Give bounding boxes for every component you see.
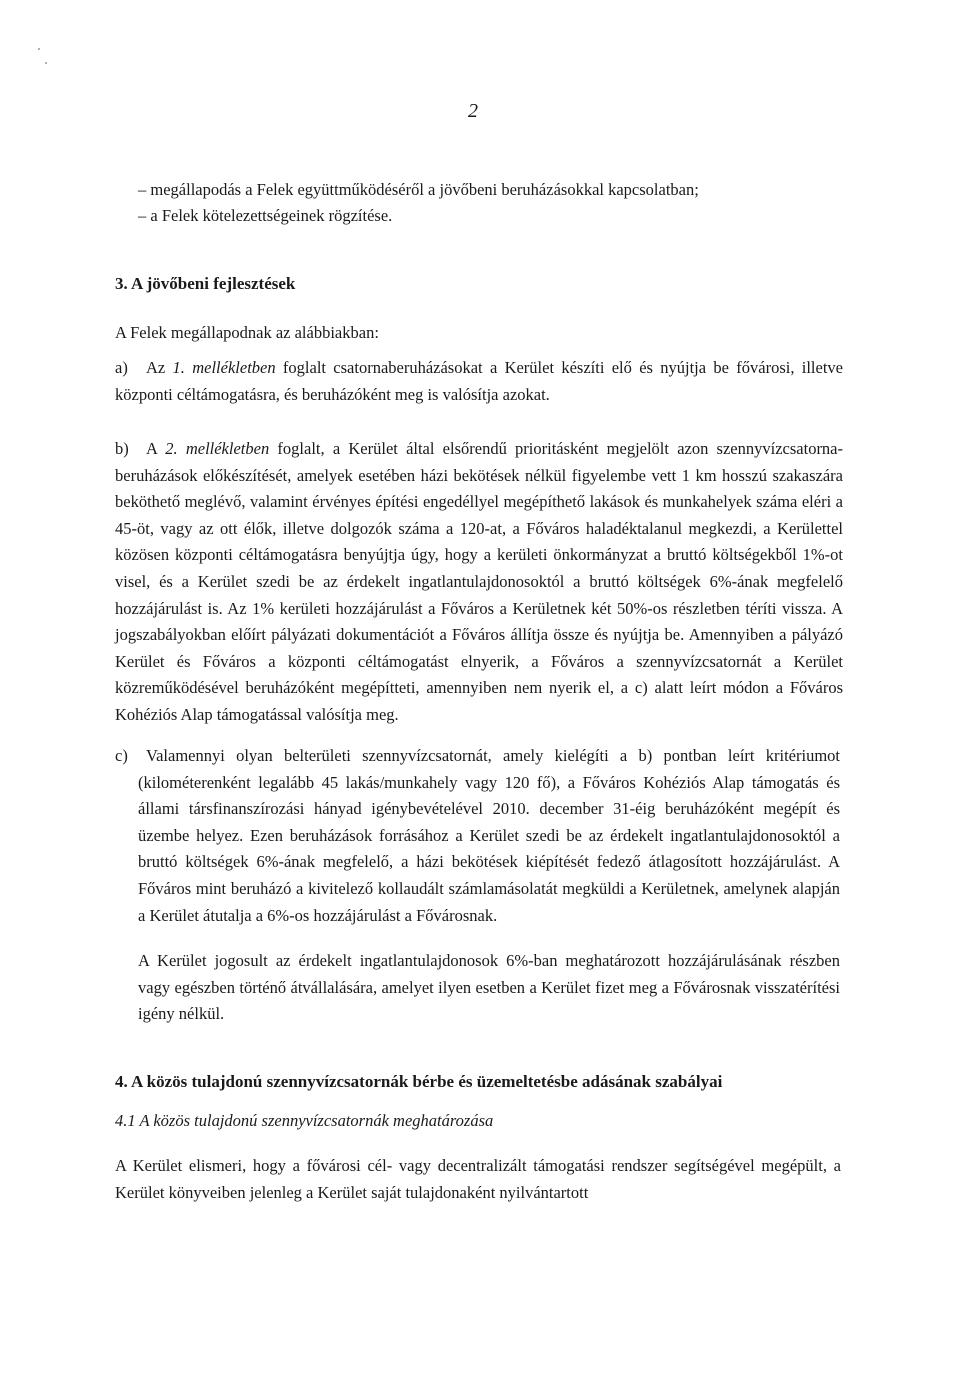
section-4-1-heading: 4.1 A közös tulajdonú szennyvízcsatornák meghatározása: [115, 1111, 494, 1130]
list-dash: –: [138, 180, 147, 199]
item-a-ref: 1. mellékletben: [172, 358, 276, 377]
item-b-ref: 2. mellékletben: [165, 439, 270, 458]
item-c-paragraph-2: A Kerület jogosult az érdekelt ingatlantulajdonosok 6%-ban meghatározott hozzájárulásának részben vagy egészben történő átvállalására, amelyet ilyen esetben a Kerület fizet meg a Fővárosnak visszatérítési igény nélkül.: [138, 951, 840, 1024]
section-3-intro: A Felek megállapodnak az alábbiakban:: [115, 323, 379, 342]
item-label-a: a): [115, 358, 128, 377]
item-label-b: b): [115, 439, 129, 458]
section-4-1-text: A Kerület elismeri, hogy a fővárosi cél- vagy decentralizált támogatási rendszer segítségével megépült, a Kerület könyveiben jelenleg a Kerület saját tulajdonaként nyilvántartott: [115, 1156, 841, 1202]
item-b-text: [115, 436, 843, 729]
intro-item-text: a Felek kötelezettségeinek rögzítése.: [150, 206, 393, 225]
item-label-c: c): [115, 746, 128, 765]
section-3-heading: 3. A jövőbeni fejlesztések: [115, 274, 296, 293]
intro-item: [138, 177, 699, 203]
section-4-heading: 4. A közös tulajdonú szennyvízcsatornák bérbe és üzemeltetésbe adásának szabályai: [115, 1072, 723, 1091]
item-b-lead: A: [146, 439, 166, 458]
item-a-lead: Az: [146, 358, 173, 377]
item-a-text: [115, 355, 843, 408]
page-number: 2: [468, 100, 478, 122]
scan-speck: [45, 62, 47, 64]
item-a-body: foglalt csatornaberuházásokat a Kerület készíti elő és nyújtja be fővárosi, illetve központi céltámogatásra, és beruházóként meg is valósítja azokat.: [115, 358, 843, 404]
intro-item: [138, 203, 392, 229]
item-c-text: Valamennyi olyan belterületi szennyvízcsatornát, amely kielégíti a b) pontban leírt kritériumot (kilométerenként legalább 45 lakás/munkahely vagy 120 fő), a Főváros Kohéziós Alap támogatás és állami társfinanszírozási hányad igénybevételével 2010. december 31-éig beruházóként megépít és üzembe helyez. Ezen beruházások forrásához a Kerület szedi be az érdekelt ingatlantulajdonosoktól a bruttó költségek 6%-ának megfelelő, a házi bekötések kiépítését fedező átlagosított hozzájárulást. A Főváros mint beruházó a kivitelező kollaudált számlamásolatát megküldi a Kerületnek, amelynek alapján a Kerület átutalja a 6%-os hozzájárulást a Fővárosnak.: [138, 746, 840, 925]
list-dash: –: [138, 206, 147, 225]
scan-speck: [38, 48, 40, 50]
item-b-body: foglalt, a Kerület által elsőrendű prioritásként megjelölt azon szennyvízcsatorna-beruházások előkészítését, amelyek esetében házi bekötések nélkül figyelembe vett 1 km hosszú szakaszára beköthető meglévő, valamint érvényes építési engedéllyel megépíthető lakások és munkahelyek száma eléri a 45-öt, vagy az ott élők, illetve dolgozók száma a 120-at, a Főváros haladéktalanul megkezdi, a Kerülettel közösen központi céltámogatásra benyújtja úgy, hogy a kerületi önkormányzat a bruttó költségekből 1%-ot visel, és a Kerület szedi be az érdekelt ingatlantulajdonosoktól a bruttó költségek 6%-ának megfelelő hozzájárulást is. Az 1% kerületi hozzájárulást a Főváros a Kerületnek két 50%-os részletben téríti vissza. A jogszabályokban előírt pályázati dokumentációt a Főváros állítja össze és nyújtja be. Amennyiben a pályázó Kerület és Főváros a központi céltámogatást elnyerik, a Főváros a szennyvízcsatornát a Kerület közreműködésével beruházóként megépítteti, amennyiben nem nyerik el, a c) alatt leírt módon a Főváros Kohéziós Alap támogatással valósítja meg.: [115, 439, 844, 724]
intro-item-text: megállapodás a Felek együttműködéséről a jövőbeni beruházásokkal kapcsolatban;: [150, 180, 699, 199]
